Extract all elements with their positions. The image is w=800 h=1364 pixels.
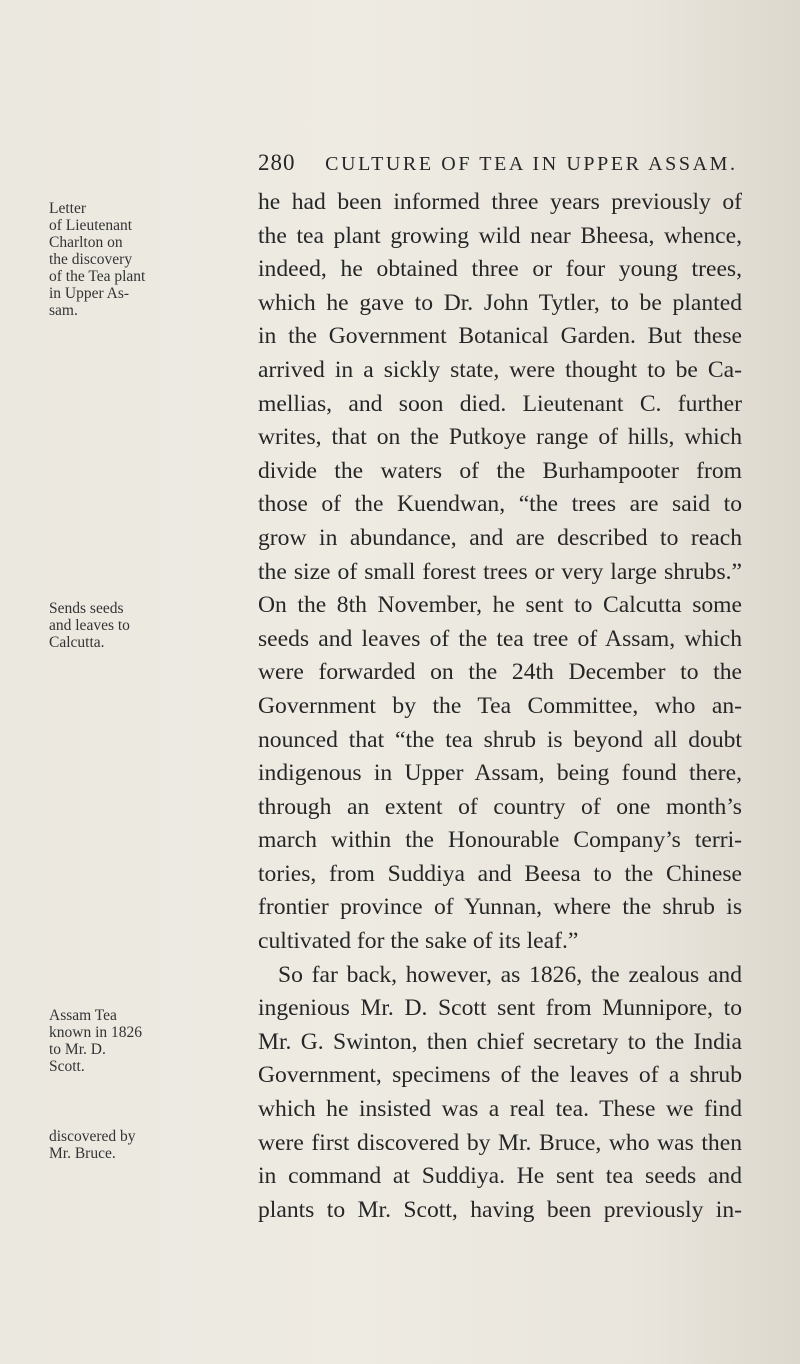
body-line: mellias, and soon died. Lieutenant C. further [258,390,742,417]
margin-note-line: Sends seeds [49,600,124,617]
body-text [258,186,742,1227]
running-header [258,150,738,176]
margin-note-line: Calcutta. [49,634,105,651]
body-line: writes, that on the Putkoye range of hills, which [258,424,742,451]
body-line: frontier province of Yunnan, where the shrub is [258,894,742,921]
margin-note-line: the discovery [49,251,133,268]
page-number: 280 [258,150,296,175]
body-line: grow in abundance, and are described to reach [258,524,742,551]
body-line: ingenious Mr. D. Scott sent from Munnipore, to [258,995,742,1022]
body-line: those of the Kuendwan, “the trees are said to [258,491,742,518]
margin-note-charlton-letter [49,200,239,319]
body-line: the size of small forest trees or very large shrubs.” [258,558,742,585]
margin-note-line: Charlton on [49,234,123,251]
margin-note-line: of Lieutenant [49,217,133,234]
body-line: in the Government Botanical Garden. But these [258,323,742,350]
body-line: were forwarded on the 24th December to the [258,659,742,686]
body-line: So far back, however, as 1826, the zealous and [278,961,742,988]
body-line: seeds and leaves of the tea tree of Assam, which [258,625,742,652]
margin-note-line: to Mr. D. [49,1041,106,1058]
body-line: which he insisted was a real tea. These we find [258,1096,742,1123]
body-line: in command at Suddiya. He sent tea seeds and [258,1163,742,1190]
body-line: through an extent of country of one month’s [258,793,742,820]
body-line: indigenous in Upper Assam, being found there, [258,760,742,787]
margin-note-line: of the Tea plant [49,268,146,285]
body-line: divide the waters of the Burhampooter from [258,457,742,484]
body-line: arrived in a sickly state, were thought to be Ca- [258,356,742,383]
body-line: plants to Mr. Scott, having been previously in- [258,1196,742,1223]
body-line: tories, from Suddiya and Beesa to the Chinese [258,860,742,887]
body-line: march within the Honourable Company’s terri- [258,827,742,854]
margin-note-line: Letter [49,200,87,217]
body-line: cultivated for the sake of its leaf.” [258,928,579,955]
margin-note-line: sam. [49,302,78,319]
body-line: On the 8th November, he sent to Calcutta some [258,592,742,619]
body-line: he had been informed three years previously of [258,189,742,215]
margin-note-line: and leaves to [49,617,130,634]
body-line: indeed, he obtained three or four young trees, [258,256,742,283]
margin-note-line: in Upper As- [49,285,130,302]
margin-note-sends-seeds [49,600,239,651]
margin-note-line: Mr. Bruce. [49,1145,116,1162]
body-line: which he gave to Dr. John Tytler, to be planted [258,289,742,316]
body-line: Mr. G. Swinton, then chief secretary to the India [258,1028,742,1055]
body-line: were first discovered by Mr. Bruce, who was then [258,1129,742,1156]
margin-note-line: discovered by [49,1128,136,1145]
body-line: Government, specimens of the leaves of a shrub [258,1062,742,1089]
margin-note-line: known in 1826 [49,1024,142,1041]
margin-note-line: Assam Tea [49,1007,117,1024]
margin-note-line: Scott. [49,1058,85,1075]
running-title: CULTURE OF TEA IN UPPER ASSAM. [325,153,738,175]
margin-note-discovered-bruce [49,1128,239,1162]
body-line: the tea plant growing wild near Bheesa, whence, [258,222,742,249]
margin-note-assam-tea-1826 [49,1007,239,1075]
body-line: nounced that “the tea shrub is beyond all doubt [258,726,742,753]
body-line: Government by the Tea Committee, who an- [258,692,742,719]
